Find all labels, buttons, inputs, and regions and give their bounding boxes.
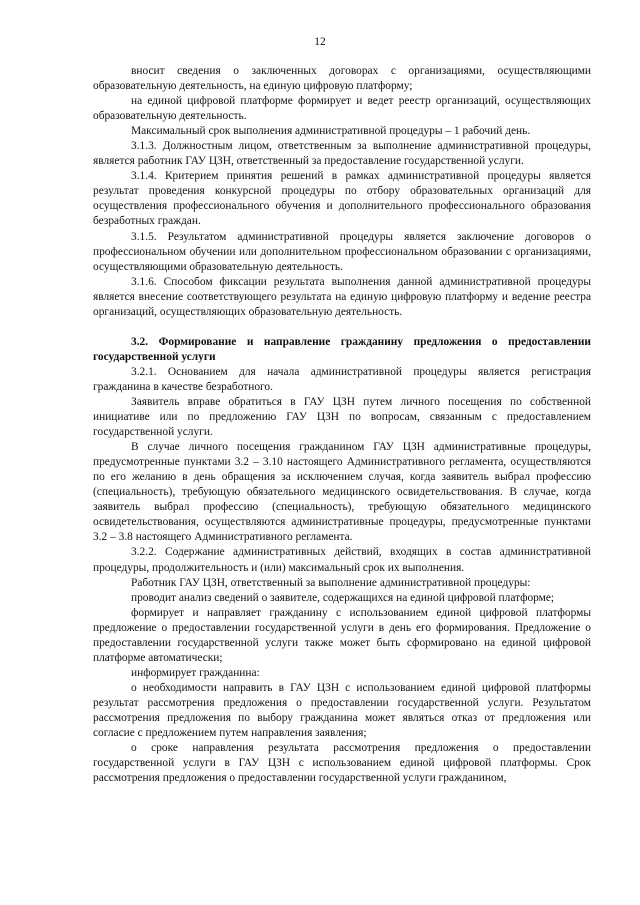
paragraph: 3.1.4. Критерием принятия решений в рамках административной процедуры является результат проведения конкурсной процедуры по отбору образовательных организаций для осуществления профессионального обучения и дополнительного профессионального образования безработных граждан. — [93, 170, 591, 228]
paragraph: вносит сведения о заключенных договорах с организациями, осуществляющими образовательную деятельность, на единую цифровую платформу; — [93, 65, 591, 93]
paragraph: Работник ГАУ ЦЗН, ответственный за выполнение административной процедуры: — [131, 576, 531, 589]
paragraph: 3.2.2. Содержание административных действий, входящих в состав административной процедуры, продолжительность и (или) максимальный срок их выполнения. — [93, 546, 591, 574]
paragraph: о необходимости направить в ГАУ ЦЗН с использованием единой цифровой платформы результат рассмотрения предложения о предоставлении государственной услуги. Результатом рассмотрения предложения по выбору гражданина может являться отказ от предложения или согласие с предложением путем направления заявления; — [93, 681, 591, 740]
paragraph: формирует и направляет гражданину с использованием единой цифровой платформы предложение о предоставлении государственной услуги в день его формирования. Предложение о предоставлении государственной услуги также может быть сформировано на единой цифровой платформе автоматически; — [93, 606, 591, 664]
paragraph: о сроке направления результата рассмотрения предложения о предоставлении государственной услуги в ГАУ ЦЗН с использованием единой цифровой платформы. Срок рассмотрения предложения о предоставлении государственной услуги гражданином, — [93, 742, 591, 785]
document-body — [93, 64, 591, 786]
paragraph: 3.1.5. Результатом административной процедуры является заключение договоров о профессиональном обучении или дополнительном профессиональном образовании с организациями, осуществляющими образовательную деятельность. — [93, 230, 591, 273]
paragraph: Максимальный срок выполнения административной процедуры – 1 рабочий день. — [131, 125, 531, 138]
paragraph: на единой цифровой платформе формирует и ведет реестр организаций, осуществляющих образовательную деятельность. — [93, 95, 591, 123]
paragraph: информирует гражданина: — [131, 666, 260, 679]
paragraph: проводит анализ сведений о заявителе, содержащихся на единой цифровой платформе; — [131, 591, 555, 604]
paragraph: В случае личного посещения гражданином ГАУ ЦЗН административные процедуры, предусмотренные пунктами 3.2 – 3.10 настоящего Административного регламента, осуществляются по его желанию в день обращения за исключением случая, когда заявитель выбрал профессию (специальность), требующую обязательного медицинского освидетельствования. В случае, когда заявитель выбрал профессию (специальность), требующую обязательного медицинского освидетельствования, осуществляются административные процедуры, предусмотренные пунктами 3.2 – 3.8 настоящего Административного регламента. — [93, 441, 591, 544]
section-heading: 3.2. Формирование и направление гражданину предложения о предоставлении государственной услуги — [93, 335, 591, 363]
paragraph: 3.1.6. Способом фиксации результата выполнения данной административной процедуры является внесение соответствующего результата на единую цифровую платформу и ведение реестра организаций, осуществляющих образовательную деятельность. — [93, 275, 591, 318]
page-number: 12 — [314, 36, 326, 48]
paragraph: 3.1.3. Должностным лицом, ответственным за выполнение административной процедуры, является работник ГАУ ЦЗН, ответственный за предоставление государственной услуги. — [93, 140, 591, 168]
paragraph: 3.2.1. Основанием для начала административной процедуры является регистрация гражданина в качестве безработного. — [93, 365, 591, 393]
paragraph: Заявитель вправе обратиться в ГАУ ЦЗН путем личного посещения по собственной инициативе или по предложению ГАУ ЦЗН по вопросам, связанным с предоставлением государственной услуги. — [93, 395, 591, 439]
